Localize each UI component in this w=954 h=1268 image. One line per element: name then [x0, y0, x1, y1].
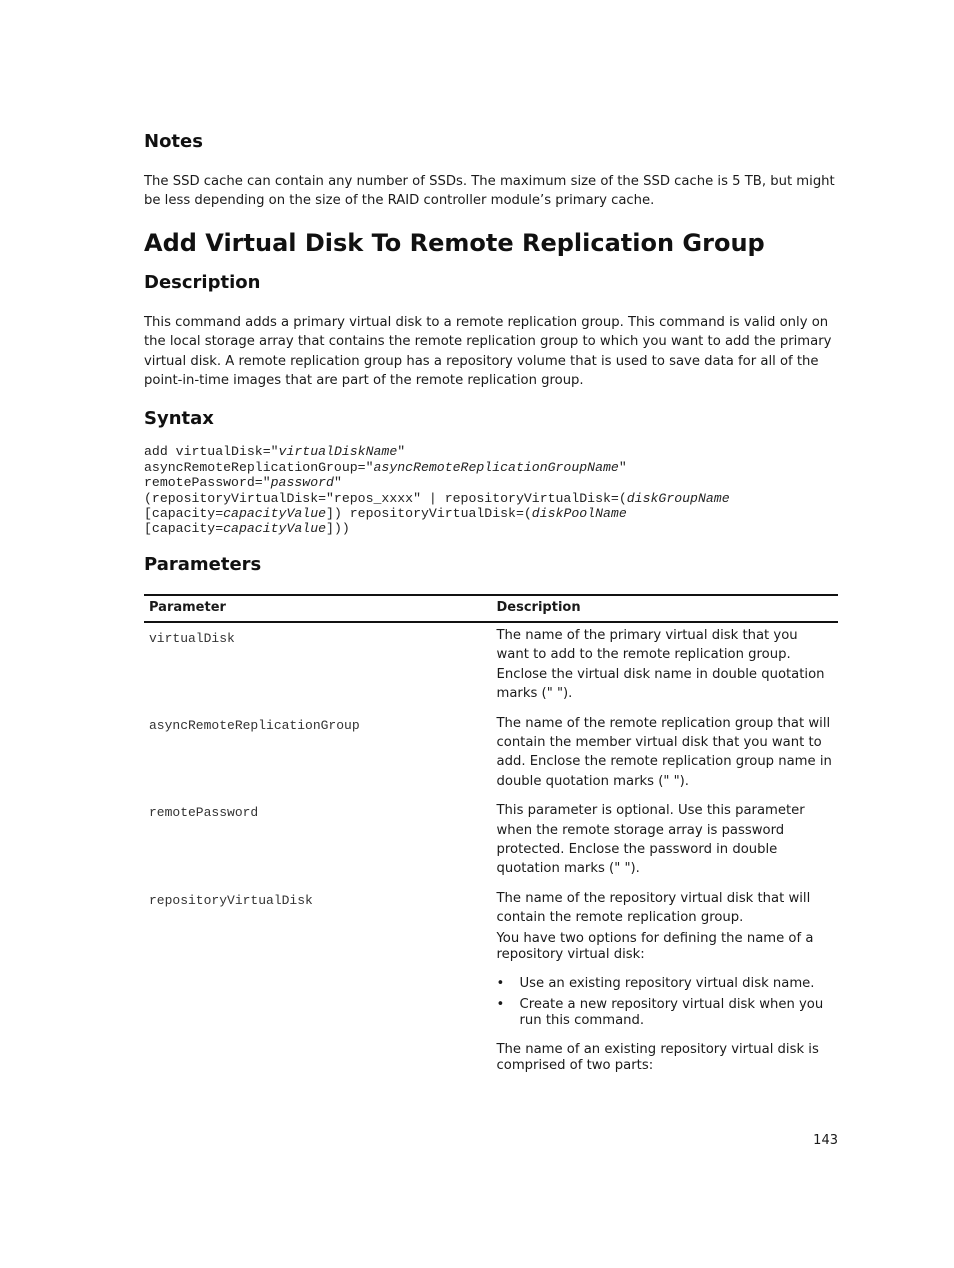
- column-header-description: Description: [492, 595, 839, 622]
- notes-text: The SSD cache can contain any number of SSDs. The maximum size of the SSD cache is 5 TB, but might be less depending on the size of the RAID controller module’s primary cache.: [144, 174, 835, 209]
- list-item: • Create a new repository virtual disk when you run this command.: [496, 996, 824, 1028]
- page-number: 143: [813, 1133, 838, 1148]
- page-title: Add Virtual Disk To Remote Replication Group: [144, 228, 765, 257]
- notes-heading: Notes: [144, 131, 203, 152]
- syntax-code-block: add virtualDisk="virtualDiskName" asyncRemoteReplicationGroup="asyncRemoteReplicationGroupName" remotePassword="password" (repositoryVirtualDisk="repos_xxxx" | repositoryVirtualDisk=(diskGroupName [capacity=capacityValue]) repositoryVirtualDisk=(diskPoolName [capacity=capacityValue])): [144, 444, 730, 537]
- document-page: [144, 128, 838, 1074]
- description-heading: Description: [144, 271, 261, 293]
- parameters-heading: Parameters: [144, 553, 262, 575]
- param-name: virtualDisk: [149, 630, 235, 646]
- param-name: remotePassword: [149, 805, 259, 821]
- param-description: The name of the repository virtual disk that will contain the remote replication group. You have two options for defining the name of a repository virtual disk: • Use an existing repository virtual disk name. • Create a new repository virtual disk when you run this command. The name of an existing repository virtual disk is comprised of two parts:: [492, 889, 839, 1074]
- column-header-parameter: Parameter: [144, 595, 492, 622]
- bullet-icon: •: [496, 975, 505, 991]
- param-description: This parameter is optional. Use this parameter when the remote storage array is password protected. Enclose the password in double quotation marks (" ").: [496, 803, 805, 877]
- table-row: [144, 801, 838, 889]
- bullet-icon: •: [496, 996, 505, 1012]
- param-name: asyncRemoteReplicationGroup: [149, 717, 360, 733]
- table-row: [144, 714, 838, 802]
- param-description: The name of the primary virtual disk that you want to add to the remote replication group. Enclose the virtual disk name in double quotation marks (" ").: [496, 627, 825, 702]
- description-text: This command adds a primary virtual disk to a remote replication group. This command is valid only on the local storage array that contains the remote replication group to which you want to add the primary virtual disk. A remote replication group has a repository volume that is used to save data for all of the point-in-time images that are part of the remote replication group.: [144, 314, 832, 389]
- table-header-row: [144, 595, 838, 622]
- table-row: [144, 889, 838, 1074]
- parameters-table: [144, 594, 838, 1074]
- options-list: [497, 976, 834, 1029]
- param-name: repositoryVirtualDisk: [149, 892, 313, 908]
- list-item: • Use an existing repository virtual disk name.: [496, 975, 815, 991]
- table-row: [144, 622, 838, 714]
- syntax-heading: Syntax: [144, 408, 214, 430]
- param-description: The name of the remote replication group that will contain the member virtual disk that you want to add. Enclose the remote replication group name in double quotation marks (" ").: [496, 715, 832, 789]
